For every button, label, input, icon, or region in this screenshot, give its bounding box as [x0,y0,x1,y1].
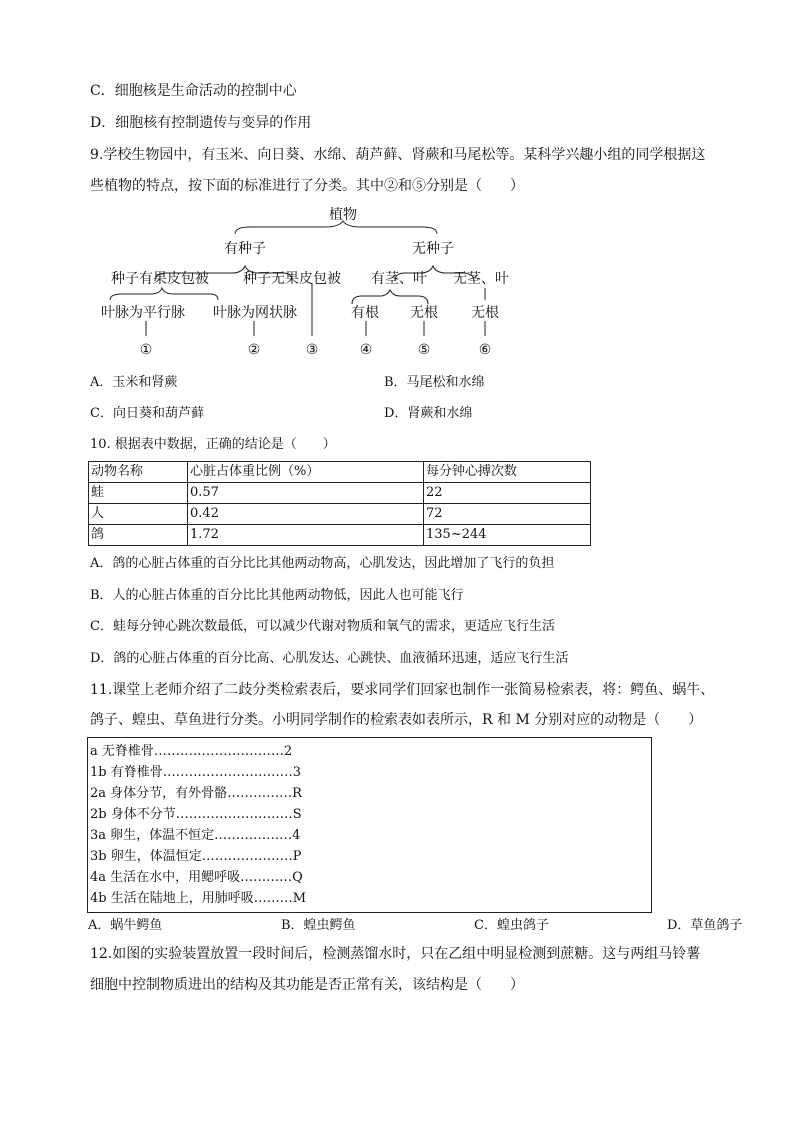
key-line: 2b 身体不分节………………………S [90,807,302,822]
key-line: 4b 生活在陆地上，用肺呼吸………M [90,891,307,906]
q9-option-c: C．向日葵和葫芦藓 [90,406,204,421]
table-row [89,483,591,504]
q9-classification-tree [0,200,794,360]
tree-num-1: ① [139,342,153,358]
tree-root: 植物 [329,207,357,223]
table-cell: 蛙 [89,483,188,504]
table-cell: 135~244 [424,525,591,546]
table-cell: 鸽 [89,525,188,546]
q10-option-a: A．鸽的心脏占体重的百分比比其他两动物高，心肌发达，因此增加了飞行的负担 [90,556,555,571]
key-line: 2a 身体分节，有外骨骼……………R [90,786,302,801]
q9-option-a: A．玉米和肾蕨 [90,375,178,390]
q10-option-d: D．鸽的心脏占体重的百分比高、心肌发达、心跳快、血液循环迅速，适应飞行生活 [90,651,569,666]
table-cell: 0.42 [188,504,424,525]
key-line: 4a 生活在水中，用鳃呼吸…………Q [90,870,303,885]
tree-num-3: ③ [305,342,319,358]
q12-stem-line1: 12.如图的实验装置放置一段时间后，检测蒸馏水时，只在乙组中明显检测到蔗糖。这与两组马铃薯 [90,946,701,962]
q9-stem-line1: 9.学校生物园中，有玉米、向日葵、水绵、葫芦藓、肾蕨和马尾松等。某科学兴趣小组的同学根据这 [90,147,706,163]
table-cell: 72 [424,504,591,525]
table-cell: 0.57 [188,483,424,504]
tree-has-root: 有根 [351,305,379,321]
tree-parallel-vein: 叶脉为平行脉 [101,305,185,321]
table-row [89,525,591,546]
table-cell: 人 [89,504,188,525]
q9-option-b: B．马尾松和水绵 [384,375,485,390]
key-line: a 无脊椎骨…………………………2 [90,744,293,759]
q10-stem: 10. 根据表中数据，正确的结论是（ ） [90,437,336,452]
tree-no-seed: 无种子 [412,241,454,257]
tree-with-seed: 有种子 [224,241,266,257]
q9-stem-line2: 些植物的特点，按下面的标准进行了分类。其中②和⑤分别是（ ） [90,178,524,194]
q9-option-d: D．肾蕨和水绵 [384,406,473,421]
tree-no-root: 无根 [410,305,438,321]
table-header-cell: 动物名称 [89,462,188,483]
tree-num-5: ⑤ [417,342,431,358]
tree-no-stem-leaf: 无茎、叶 [453,271,509,287]
tree-not-fruit-covered: 种子无果皮包被 [243,271,341,287]
table-header-row [89,462,591,483]
q11-dichotomous-key [87,737,652,913]
table-row [89,504,591,525]
key-line: 3a 卵生，体温不恒定………………4 [90,828,301,843]
tree-no-root-2: 无根 [471,305,499,321]
q11-option-c: C．蝗虫鸽子 [474,918,549,933]
q12-stem-line2: 细胞中控制物质进出的结构及其功能是否正常有关，该结构是（ ） [90,977,524,993]
table-cell: 22 [424,483,591,504]
q10-option-c: C．蛙每分钟心跳次数最低，可以减少代谢对物质和氧气的需求，更适应飞行生活 [90,619,555,634]
q11-option-d: D．草鱼鸽子 [667,918,743,933]
tree-net-vein: 叶脉为网状脉 [213,305,297,321]
q10-data-table [88,461,591,546]
q8-option-d: D．细胞核有控制遗传与变异的作用 [90,115,312,131]
q8-option-c: C．细胞核是生命活动的控制中心 [90,83,297,99]
q11-option-a: A．蜗牛鳄鱼 [88,918,163,933]
q11-stem-line1: 11.课堂上老师介绍了二歧分类检索表后，要求同学们回家也制作一张简易检索表，将：鳄鱼、蜗牛、 [90,682,715,698]
q10-option-b: B．人的心脏占体重的百分比比其他两动物低，因此人也可能飞行 [90,588,464,603]
tree-fruit-covered: 种子有果皮包被 [111,271,209,287]
q11-stem-line2: 鸽子、蝗虫、草鱼进行分类。小明同学制作的检索表如表所示，R 和 M 分别对应的动物是（ ） [90,712,703,728]
table-header-cell: 每分钟心搏次数 [424,462,591,483]
tree-stem-leaf: 有茎、叶 [371,271,427,287]
table-cell: 1.72 [188,525,424,546]
q11-option-b: B．蝗虫鳄鱼 [281,918,356,933]
tree-num-2: ② [247,342,261,358]
tree-num-4: ④ [359,342,373,358]
key-line: 1b 有脊椎骨…………………………3 [90,765,301,780]
table-header-cell: 心脏占体重比例（%） [188,462,424,483]
key-line: 3b 卵生，体温恒定…………………P [90,849,302,864]
tree-num-6: ⑥ [478,342,492,358]
